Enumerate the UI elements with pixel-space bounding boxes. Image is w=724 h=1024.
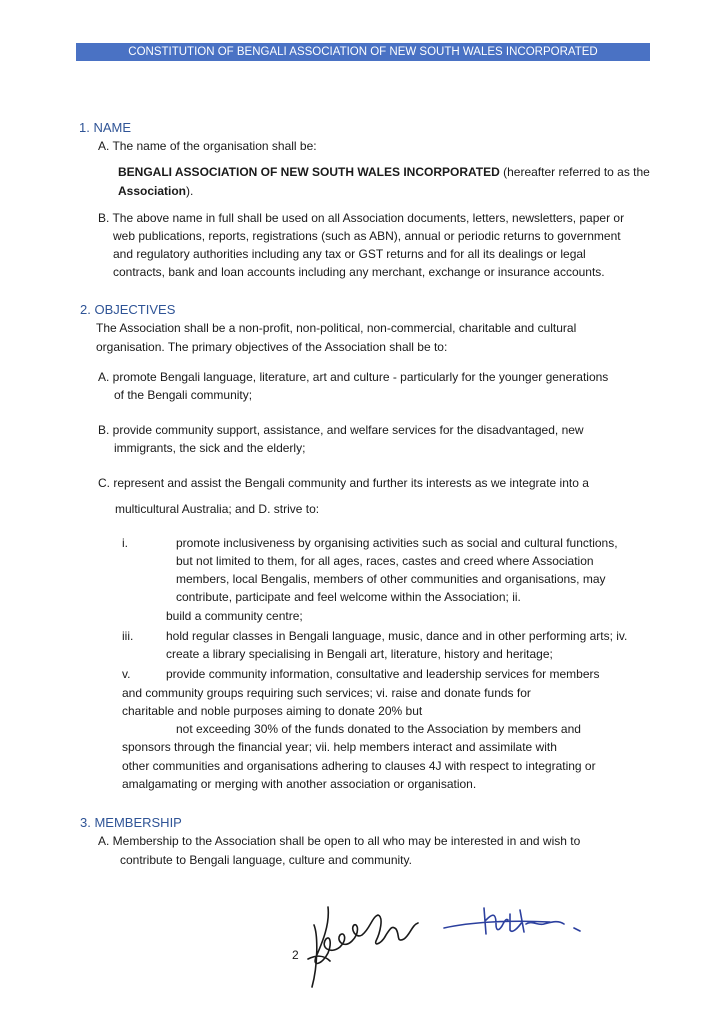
item-vii-line: sponsors through the financial year; vii. help members interact and assimilate with — [122, 740, 557, 754]
objective-b-line: B. provide community support, assistance, and welfare services for the disadvantaged, new — [98, 423, 584, 437]
objective-c-line: multicultural Australia; and D. strive to: — [115, 502, 320, 516]
item-i-line: promote inclusiveness by organising activities such as social and cultural functions, — [176, 536, 618, 550]
item-number-iii: iii. — [122, 629, 134, 643]
signature-2 — [440, 900, 590, 950]
name-clause-b-line: web publications, reports, registrations (such as ABN), annual or periodic returns to government — [113, 229, 621, 243]
item-number-v: v. — [122, 667, 131, 681]
association-bold: Association — [118, 184, 187, 198]
objective-c-line: C. represent and assist the Bengali community and further its interests as we integrate into a — [98, 476, 589, 490]
objective-a-line: of the Bengali community; — [114, 388, 253, 402]
section-heading-membership: 3. MEMBERSHIP — [80, 815, 182, 830]
document-title: CONSTITUTION OF BENGALI ASSOCIATION OF NEW SOUTH WALES INCORPORATED — [128, 46, 598, 58]
item-vii-line: other communities and organisations adhering to clauses 4J with respect to integrating or — [122, 759, 596, 773]
section-heading-name: 1. NAME — [79, 120, 132, 135]
name-clause-a: A. The name of the organisation shall be: — [98, 139, 317, 153]
objectives-intro-line: The Association shall be a non-profit, non-political, non-commercial, charitable and cultural — [96, 321, 577, 335]
item-i-line: members, local Bengalis, members of other communities and organisations, may — [176, 572, 606, 586]
membership-a-line: contribute to Bengali language, culture and community. — [120, 853, 412, 867]
membership-a-line: A. Membership to the Association shall be open to all who may be interested in and wish to — [98, 834, 581, 848]
item-iii-line: hold regular classes in Bengali language, music, dance and in other performing arts; iv. — [166, 629, 628, 643]
item-i-line: but not limited to them, for all ages, races, castes and creed where Association — [176, 554, 594, 568]
name-clause-b-line: and regulatory authorities including any tax or GST returns and for all its dealings or legal — [113, 247, 586, 261]
page-number: 2 — [292, 948, 299, 962]
item-number-i: i. — [122, 536, 128, 550]
item-v-line: provide community information, consultative and leadership services for members — [166, 667, 600, 681]
item-vi-line: not exceeding 30% of the funds donated to the Association by members and — [176, 722, 581, 736]
item-vi-line: charitable and noble purposes aiming to donate 20% but — [122, 704, 423, 718]
item-vii-line: amalgamating or merging with another association or organisation. — [122, 777, 477, 791]
signature-1 — [300, 895, 440, 995]
official-name-rest: (hereafter referred to as the — [499, 165, 650, 179]
objective-b-line: immigrants, the sick and the elderly; — [114, 441, 306, 455]
name-clause-a-official-name — [118, 165, 650, 179]
objectives-intro-line: organisation. The primary objectives of the Association shall be to: — [96, 340, 448, 354]
item-iv-line: create a library specialising in Bengali art, literature, history and heritage; — [166, 647, 553, 661]
section-heading-objectives: 2. OBJECTIVES — [80, 302, 176, 317]
official-name-bold: BENGALI ASSOCIATION OF NEW SOUTH WALES INCORPORATED — [118, 165, 500, 179]
item-v-line: and community groups requiring such services; vi. raise and donate funds for — [122, 686, 531, 700]
name-clause-a-association — [118, 184, 193, 198]
objective-a-line: A. promote Bengali language, literature, art and culture - particularly for the younger generations — [98, 370, 609, 384]
document-header-bar — [76, 43, 650, 61]
item-ii-line: build a community centre; — [166, 609, 303, 623]
item-i-line: contribute, participate and feel welcome within the Association; ii. — [176, 590, 521, 604]
association-rest: ). — [186, 184, 194, 198]
name-clause-b-line: B. The above name in full shall be used on all Association documents, letters, newsletters, paper or — [98, 211, 625, 225]
name-clause-b-line: contracts, bank and loan accounts including any merchant, exchange or insurance accounts. — [113, 265, 605, 279]
